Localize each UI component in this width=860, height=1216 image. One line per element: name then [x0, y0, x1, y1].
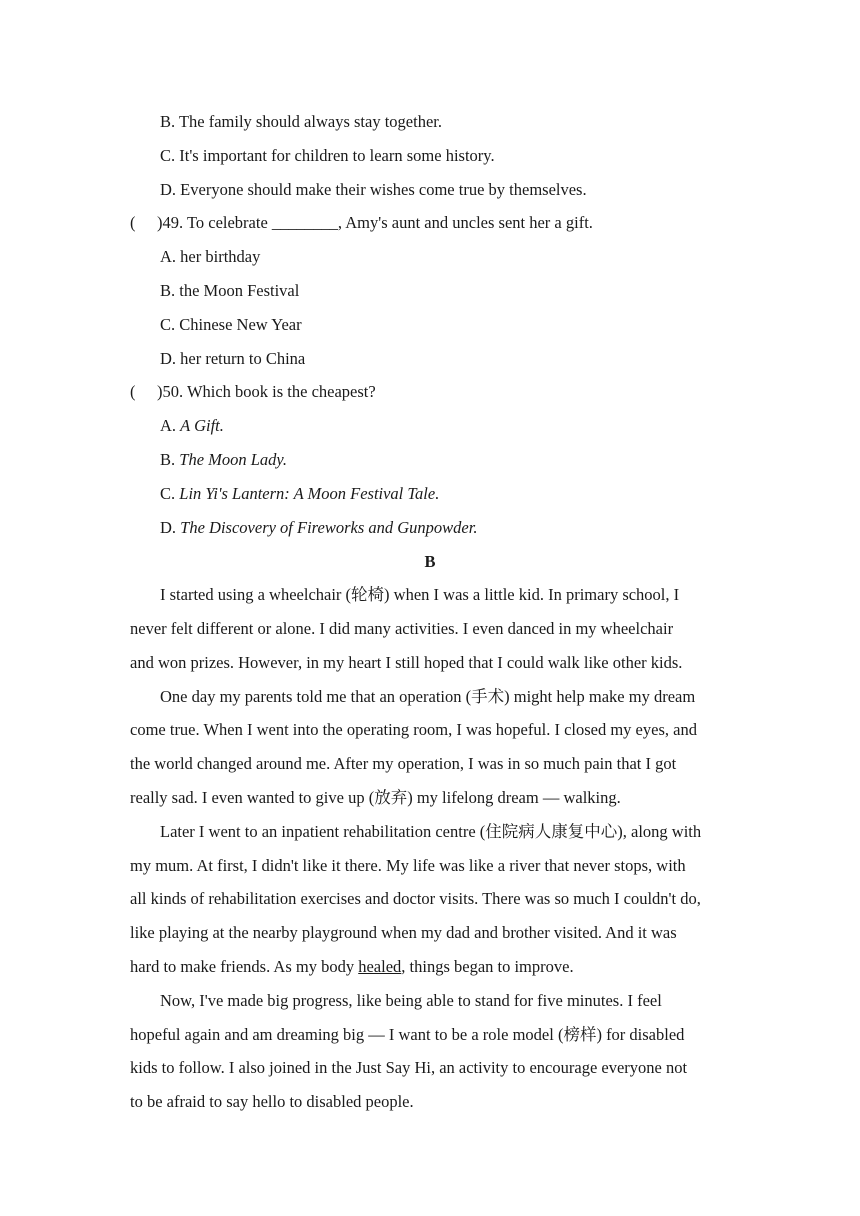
q49-option-b: B. the Moon Festival	[160, 281, 300, 300]
book-title: A Gift.	[180, 416, 224, 435]
question-50	[130, 382, 376, 402]
book-title: The Discovery of Fireworks and Gunpowder.	[180, 518, 478, 537]
passage-line: One day my parents told me that an operation (手术) might help make my dream	[160, 687, 696, 706]
question-49	[130, 213, 593, 233]
book-title: The Moon Lady.	[179, 450, 287, 469]
q50-option-a	[160, 416, 224, 436]
passage-line: to be afraid to say hello to disabled people.	[130, 1092, 414, 1111]
q49-option-d: D. her return to China	[160, 349, 306, 368]
passage-line: my mum. At first, I didn't like it there. My life was like a river that never stops, with	[130, 856, 686, 875]
passage-line: never felt different or alone. I did many activities. I even danced in my wheelchair	[130, 619, 674, 638]
q48-option-b: B. The family should always stay together.	[160, 112, 442, 131]
passage-line: come true. When I went into the operating room, I was hopeful. I closed my eyes, and	[130, 720, 697, 739]
passage-line: all kinds of rehabilitation exercises and doctor visits. There was so much I couldn't do,	[130, 889, 701, 908]
underlined-word: healed	[358, 957, 402, 976]
answer-paren: (	[130, 382, 136, 401]
passage-line: really sad. I even wanted to give up (放弃) my lifelong dream — walking.	[130, 788, 621, 807]
q50-option-d	[160, 518, 477, 538]
passage-line: hopeful again and am dreaming big — I want to be a role model (榜样) for disabled	[130, 1025, 685, 1044]
text-after: , things began to improve.	[401, 957, 574, 976]
q50-option-c	[160, 484, 439, 504]
text-before: hard to make friends. As my body	[130, 957, 359, 976]
section-heading: B	[424, 552, 436, 571]
book-title: Lin Yi's Lantern: A Moon Festival Tale.	[179, 484, 440, 503]
passage-line: and won prizes. However, in my heart I still hoped that I could walk like other kids.	[130, 653, 683, 672]
q48-option-d: D. Everyone should make their wishes come true by themselves.	[160, 180, 587, 199]
option-letter: B.	[160, 450, 180, 469]
option-letter: A.	[160, 416, 181, 435]
q49-option-c: C. Chinese New Year	[160, 315, 302, 334]
passage-line: Now, I've made big progress, like being able to stand for five minutes. I feel	[160, 991, 662, 1010]
option-letter: C.	[160, 484, 180, 503]
q50-option-b	[160, 450, 287, 470]
answer-paren: (	[130, 213, 136, 232]
passage-line: Later I went to an inpatient rehabilitation centre (住院病人康复中心), along with	[160, 822, 702, 841]
passage-line: the world changed around me. After my operation, I was in so much pain that I got	[130, 754, 677, 773]
passage-line-healed	[130, 957, 574, 977]
q48-option-c: C. It's important for children to learn some history.	[160, 146, 495, 165]
passage-line: like playing at the nearby playground when my dad and brother visited. And it was	[130, 923, 677, 942]
passage-line: I started using a wheelchair (轮椅) when I was a little kid. In primary school, I	[160, 585, 680, 604]
q49-option-a: A. her birthday	[160, 247, 261, 266]
question-50-stem: )50. Which book is the cheapest?	[157, 382, 376, 401]
passage-line: kids to follow. I also joined in the Just Say Hi, an activity to encourage everyone not	[130, 1058, 688, 1077]
question-49-stem: )49. To celebrate ________, Amy's aunt and uncles sent her a gift.	[157, 213, 593, 232]
option-letter: D.	[160, 518, 181, 537]
